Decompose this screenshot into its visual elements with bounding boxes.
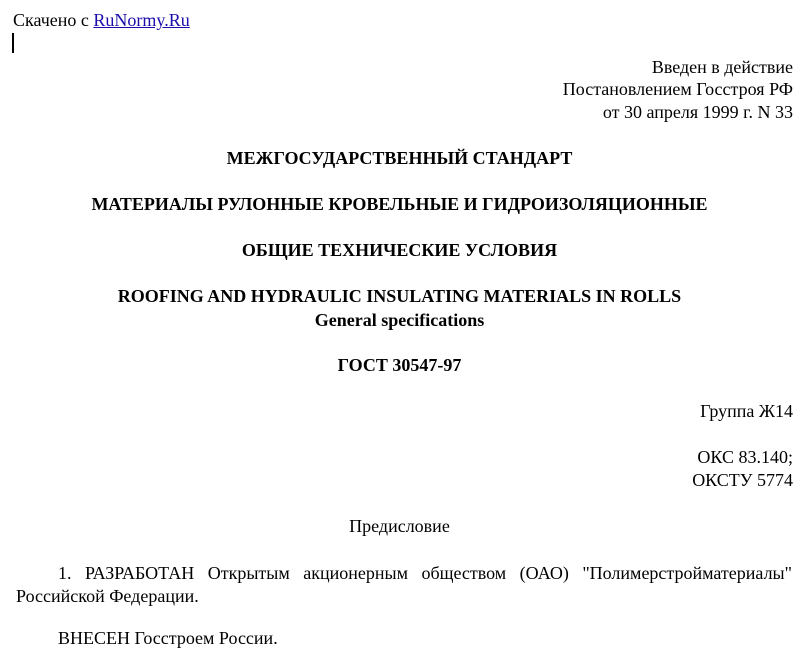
oks-code: ОКС 83.140; (697, 447, 793, 467)
preface-item-1: 1. РАЗРАБОТАН Открытым акционерным обществом (ОАО) "Полимерстройматериалы" Российской Федерации. (16, 563, 792, 606)
group-code: Группа Ж14 (700, 401, 793, 421)
english-subtitle: General specifications (314, 310, 485, 330)
text-cursor (12, 33, 14, 53)
english-title: ROOFING AND HYDRAULIC INSULATING MATERIALS IN ROLLS (117, 286, 682, 306)
intro-line-1: Введен в действие (651, 57, 793, 77)
okstu-code: ОКСТУ 5774 (692, 470, 793, 490)
intro-line-2: Постановлением Госстроя РФ (562, 79, 793, 99)
gost-number: ГОСТ 30547-97 (337, 355, 462, 375)
preface-heading: Предисловие (349, 516, 450, 536)
materials-title: МАТЕРИАЛЫ РУЛОННЫЕ КРОВЕЛЬНЫЕ И ГИДРОИЗОЛЯЦИОННЫЕ (91, 194, 708, 214)
interstate-standard-title: МЕЖГОСУДАРСТВЕННЫЙ СТАНДАРТ (226, 148, 573, 168)
conditions-title: ОБЩИЕ ТЕХНИЧЕСКИЕ УСЛОВИЯ (241, 240, 558, 260)
source-link[interactable]: RuNormy.Ru (93, 10, 190, 30)
source-prefix: Скачено с (13, 10, 94, 30)
introduced-by: ВНЕСЕН Госстроем России. (58, 628, 278, 648)
source-note (13, 9, 190, 31)
intro-line-3: от 30 апреля 1999 г. N 33 (602, 102, 793, 122)
